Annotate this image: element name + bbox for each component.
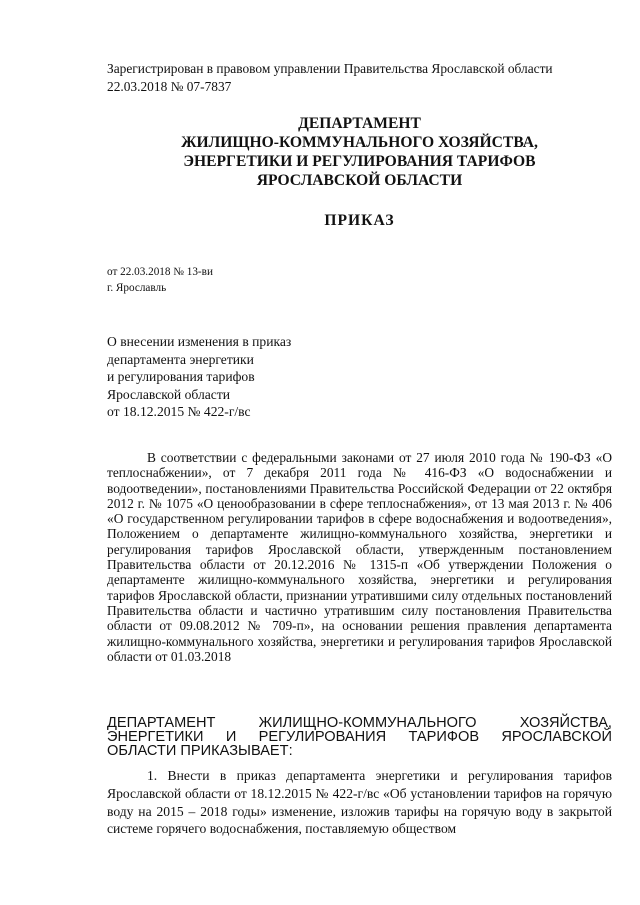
department-heading-line: ДЕПАРТАМЕНТ (298, 115, 421, 132)
department-heading-line: ЯРОСЛАВСКОЙ ОБЛАСТИ (256, 172, 463, 189)
department-heading-line: ЖИЛИЩНО-КОММУНАЛЬНОГО ХОЗЯЙСТВА, (181, 134, 538, 151)
order-city: г. Ярославль (107, 282, 167, 294)
subject-line: от 18.12.2015 № 422-г/вс (107, 404, 251, 420)
preamble-section (107, 450, 612, 664)
department-heading-line: ЭНЕРГЕТИКИ И РЕГУЛИРОВАНИЯ ТАРИФОВ (183, 153, 536, 170)
order-item-1 (107, 767, 612, 838)
registration-line-2: 22.03.2018 № 07-7837 (107, 79, 232, 94)
subject-line: Ярославской области (107, 386, 231, 402)
order-title: ПРИКАЗ (324, 212, 395, 229)
orders-statement: ДЕПАРТАМЕНТ ЖИЛИЩНО-КОММУНАЛЬНОГО ХОЗЯЙСТВА, ЭНЕРГЕТИКИ И РЕГУЛИРОВАНИЯ ТАРИФОВ ЯРОСЛАВСКОЙ ОБЛАСТИ ПРИКАЗЫВАЕТ: (107, 715, 612, 760)
order-date-number: от 22.03.2018 № 13-ви (107, 266, 213, 278)
subject-line: О внесении изменения в приказ (107, 334, 292, 349)
order-meta (107, 264, 213, 296)
subject-line: и регулирования тарифов (107, 369, 255, 385)
subject-line: департамента энергетики (107, 351, 254, 367)
registration-note (107, 60, 627, 96)
order-subject (107, 333, 291, 421)
department-heading (107, 114, 612, 190)
order-item-1-text: 1. Внести в приказ департамента энергетики и регулирования тарифов Ярославской области от 18.12.2015 № 422-г/вс «Об установлении тарифов на горячую воду на 2015 – 2018 годы» изменение, изложив тарифы на горячую воду в закрытой системе горячего водоснабжения, поставляемую обществом (107, 768, 612, 837)
registration-line-1: Зарегистрирован в правовом управлении Правительства Ярославской области (107, 61, 553, 76)
preamble-paragraph: В соответствии с федеральными законами от 27 июля 2010 года № 190-ФЗ «О теплоснабжении», от 7 декабря 2011 года № 416-ФЗ «О водоснабжении и водоотведении», постановлениями Правительства Российской Федерации от 22 октября 2012 г. № 1075 «О ценообразовании в сфере теплоснабжения», от 13 мая 2013 г. № 406 «О государственном регулировании тарифов в сфере водоснабжения и водоотведения», Положением о департаменте жилищно-коммунального хозяйства, энергетики и регулирования тарифов Ярославской области, утвержденным постановлением Правительства области от 20.12.2016 № 1315-п «Об утверждении Положения о департаменте жилищно-коммунального хозяйства, энергетики и регулирования тарифов Ярославской области, признании утратившими силу отдельных постановлений Правительства области и частично утратившим силу постановления Правительства области от 09.08.2012 № 709-п», на основании решения правления департамента жилищно-коммунального хозяйства, энергетики и регулирования тарифов Ярославской области от 01.03.2018 (107, 450, 612, 664)
